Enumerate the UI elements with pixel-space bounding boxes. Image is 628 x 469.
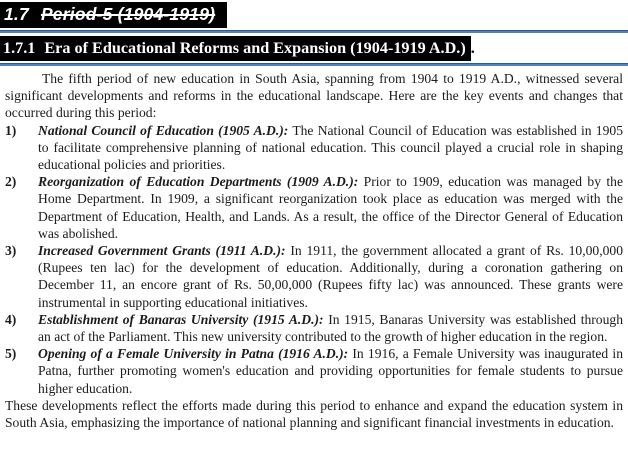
list-item bbox=[5, 122, 623, 174]
list-item-lead: Increased Government Grants (1911 A.D.): bbox=[38, 243, 286, 259]
subsection-number: 1.7.1 bbox=[3, 39, 36, 57]
list-item-number: 2) bbox=[5, 174, 17, 190]
section-heading bbox=[0, 2, 227, 28]
intro-paragraph: The fifth period of new education in South Asia, spanning from 1904 to 1919 A.D., witnessed several significant developments and reforms in the educational landscape. Here are the key events and changes that occurred during this period: bbox=[5, 71, 623, 121]
subsection-trailing-period: . bbox=[470, 39, 475, 57]
list-item-text: The National Council of Education was established in 1905 to facilitate comprehensive planning of national education. This council played a crucial role in shaping educational policies and priorities. bbox=[38, 122, 623, 173]
subsection-heading-row bbox=[0, 36, 628, 61]
subsection-heading bbox=[0, 36, 471, 61]
list-item-lead: National Council of Education (1905 A.D.): bbox=[38, 122, 289, 138]
section-number: 1.7 bbox=[4, 4, 29, 24]
list-item bbox=[5, 173, 623, 242]
list-item bbox=[5, 345, 623, 397]
list-item-text: In 1915, Banaras University was established through an act of the Parliament. This new university contributed to the growth of higher education in the region. bbox=[38, 311, 623, 345]
closing-paragraph: These developments reflect the efforts made during this period to enhance and expand the education system in South Asia, emphasizing the importance of national planning and significant financial investments in education. bbox=[5, 397, 623, 431]
list-item-number: 3) bbox=[5, 243, 17, 259]
numbered-list bbox=[0, 122, 628, 397]
list-item-number: 5) bbox=[5, 346, 17, 362]
list-item-lead: Opening of a Female University in Patna (1916 A.D.): bbox=[38, 346, 349, 362]
list-item bbox=[5, 311, 623, 345]
list-item-lead: Reorganization of Education Departments (1909 A.D.): bbox=[38, 174, 359, 190]
list-item bbox=[5, 242, 623, 311]
list-item-text: In 1911, the government allocated a grant of Rs. 10,00,000 (Rupees ten lac) for the development of education. Additionally, during a coronation gathering on December 11, an encore grant of Rs. 50,00,000 (Rupees fifty lac) was announced. These grants were instrumental in supporting educational initiatives. bbox=[38, 243, 623, 310]
divider-rule-upper bbox=[0, 30, 628, 33]
subsection-title: Era of Educational Reforms and Expansion (1904-1919 A.D.) bbox=[44, 39, 466, 57]
list-item-lead: Establishment of Banaras University (1915 A.D.): bbox=[38, 311, 324, 327]
divider-rule-lower bbox=[0, 63, 628, 66]
section-title: Period-5 (1904-1919) bbox=[40, 4, 216, 24]
list-item-text: Prior to 1909, education was managed by the Home Department. In 1909, a significant reorganization took place as education was merged with the Department of Education, Health, and Lands. As a result, the office of the Director General of Education was abolished. bbox=[38, 174, 624, 241]
list-item-number: 4) bbox=[5, 311, 17, 327]
list-item-number: 1) bbox=[5, 122, 17, 138]
list-item-text: In 1916, a Female University was inaugurated in Patna, further promoting women's education and providing opportunities for female students to pursue higher education. bbox=[38, 346, 623, 396]
